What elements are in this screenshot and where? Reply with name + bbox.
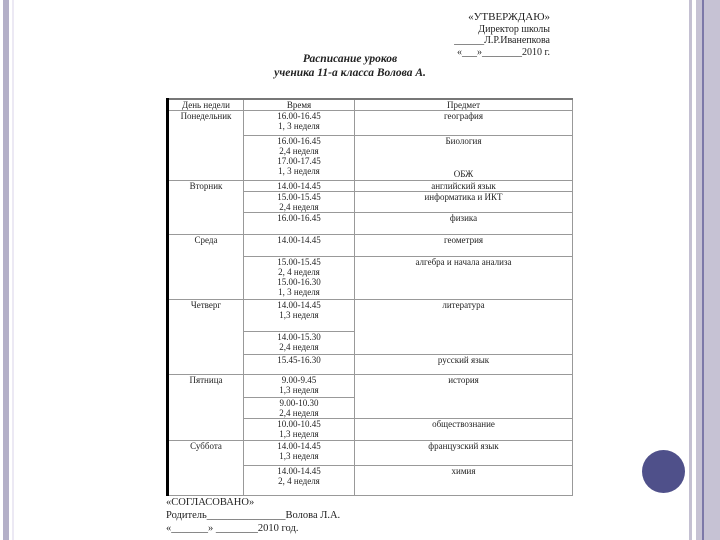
approval-date: «___»________2010 г. <box>457 46 550 58</box>
subject-name: литература <box>442 300 485 310</box>
table-row <box>168 235 573 257</box>
subject-cell <box>355 111 573 136</box>
header-subject: Предмет <box>355 99 573 111</box>
day-cell: Четверг <box>168 300 244 375</box>
time-line: 2,4 неделя <box>279 408 319 418</box>
table-row <box>168 300 573 332</box>
time-line: 2, 4 неделя <box>278 476 320 486</box>
subject-cell <box>355 235 573 257</box>
slide-border-right <box>696 0 720 540</box>
time-cell <box>244 332 355 355</box>
agreement-parent: Родитель_______________Волова Л.А. <box>166 510 341 521</box>
time-line: 15.00-15.45 <box>277 257 321 267</box>
subject-name: физика <box>449 213 478 223</box>
header-day: День недели <box>168 99 244 111</box>
time-line: 15.00-15.45 <box>277 192 321 202</box>
subject-cell <box>355 136 573 181</box>
time-cell <box>244 441 355 466</box>
time-line: 9.00-10.30 <box>279 398 319 408</box>
subject-name: история <box>448 375 479 385</box>
agreement-title: «СОГЛАСОВАНО» <box>166 497 255 508</box>
time-line: 14.00-14.45 <box>277 181 321 191</box>
time-cell <box>244 235 355 257</box>
subject-name: французский язык <box>428 441 499 451</box>
time-line: 14.00-14.45 <box>277 300 321 310</box>
header-time: Время <box>244 99 355 111</box>
day-cell: Среда <box>168 235 244 300</box>
slide-border-right-line <box>689 0 692 540</box>
approval-position: Директор школы <box>478 23 550 35</box>
time-cell <box>244 300 355 332</box>
time-line: 1,3 неделя <box>279 310 319 320</box>
time-line: 14.00-14.45 <box>277 466 321 476</box>
time-line: 10.00-10.45 <box>277 419 321 429</box>
time-cell <box>244 466 355 496</box>
time-line: 14.00-15.30 <box>277 332 321 342</box>
subject-name: информатика и ИКТ <box>424 192 503 202</box>
time-line: 1, 3 неделя <box>278 121 320 131</box>
time-cell <box>244 398 355 419</box>
time-cell <box>244 355 355 375</box>
time-line: 14.00-14.45 <box>277 441 321 451</box>
subject-name: английский язык <box>431 181 496 191</box>
subject-cell <box>355 419 573 441</box>
subject-cell <box>355 375 573 419</box>
subject-cell <box>355 441 573 466</box>
time-line: 1, 3 неделя <box>278 166 320 176</box>
time-line: 1,3 неделя <box>279 429 319 439</box>
time-cell <box>244 213 355 235</box>
subject-cell <box>355 466 573 496</box>
subject-name: Биология <box>445 136 482 146</box>
day-cell: Вторник <box>168 181 244 235</box>
table-row <box>168 181 573 192</box>
subject-cell <box>355 181 573 192</box>
title-line-1: Расписание уроков <box>302 53 398 65</box>
time-line: 2,4 неделя <box>279 342 319 352</box>
subject-stack <box>355 136 572 179</box>
subject-name: русский язык <box>437 355 490 365</box>
time-line: 9.00-9.45 <box>281 375 317 385</box>
subject-name: география <box>443 111 484 121</box>
subject-name: обществознание <box>432 419 495 429</box>
title-line-2: ученика 11-а класса Волова А. <box>274 67 426 79</box>
table-row <box>168 441 573 466</box>
time-line: 14.00-14.45 <box>277 235 321 245</box>
time-line: 15.45-16.30 <box>277 355 321 365</box>
schedule-table <box>166 98 573 496</box>
table-row <box>168 375 573 398</box>
time-line: 16.00-16.45 <box>277 213 321 223</box>
time-cell <box>244 111 355 136</box>
subject-name: алгебра и начала анализа <box>415 257 512 267</box>
day-cell: Суббота <box>168 441 244 496</box>
subject-cell <box>355 300 573 355</box>
time-line: 2,4 неделя <box>279 146 319 156</box>
day-cell: Пятница <box>168 375 244 441</box>
time-cell <box>244 192 355 213</box>
time-cell <box>244 419 355 441</box>
agreement-block <box>166 496 340 535</box>
subject-name: геометрия <box>443 235 484 245</box>
time-line: 15.00-16.30 <box>277 277 321 287</box>
time-cell <box>244 181 355 192</box>
slide-border-left <box>3 0 9 540</box>
time-line: 1, 3 неделя <box>278 287 320 297</box>
time-cell <box>244 375 355 398</box>
approval-title: «УТВЕРЖДАЮ» <box>468 11 550 23</box>
slide-border-left-thin <box>12 0 14 540</box>
agreement-date: «_______» ________2010 год. <box>166 523 299 534</box>
time-line: 17.00-17.45 <box>277 156 321 166</box>
day-cell: Понедельник <box>168 111 244 181</box>
time-cell <box>244 136 355 181</box>
time-cell <box>244 257 355 300</box>
slide-border-right-accent <box>702 0 704 540</box>
time-line: 2, 4 неделя <box>278 267 320 277</box>
subject-cell <box>355 213 573 235</box>
table-header-row <box>168 99 573 111</box>
subject-cell <box>355 257 573 300</box>
document-title <box>230 52 470 80</box>
subject-name: ОБЖ <box>453 169 474 179</box>
subject-name: химия <box>451 466 476 476</box>
table-row <box>168 111 573 136</box>
approval-name: ______Л.Р.Иванепкова <box>454 35 550 46</box>
subject-cell <box>355 355 573 375</box>
time-line: 1,3 неделя <box>279 451 319 461</box>
decorative-circle <box>642 450 685 493</box>
time-line: 1,3 неделя <box>279 385 319 395</box>
time-line: 16.00-16.45 <box>277 136 321 146</box>
time-line: 16.00-16.45 <box>277 111 321 121</box>
subject-cell <box>355 192 573 213</box>
time-line: 2,4 неделя <box>279 202 319 212</box>
